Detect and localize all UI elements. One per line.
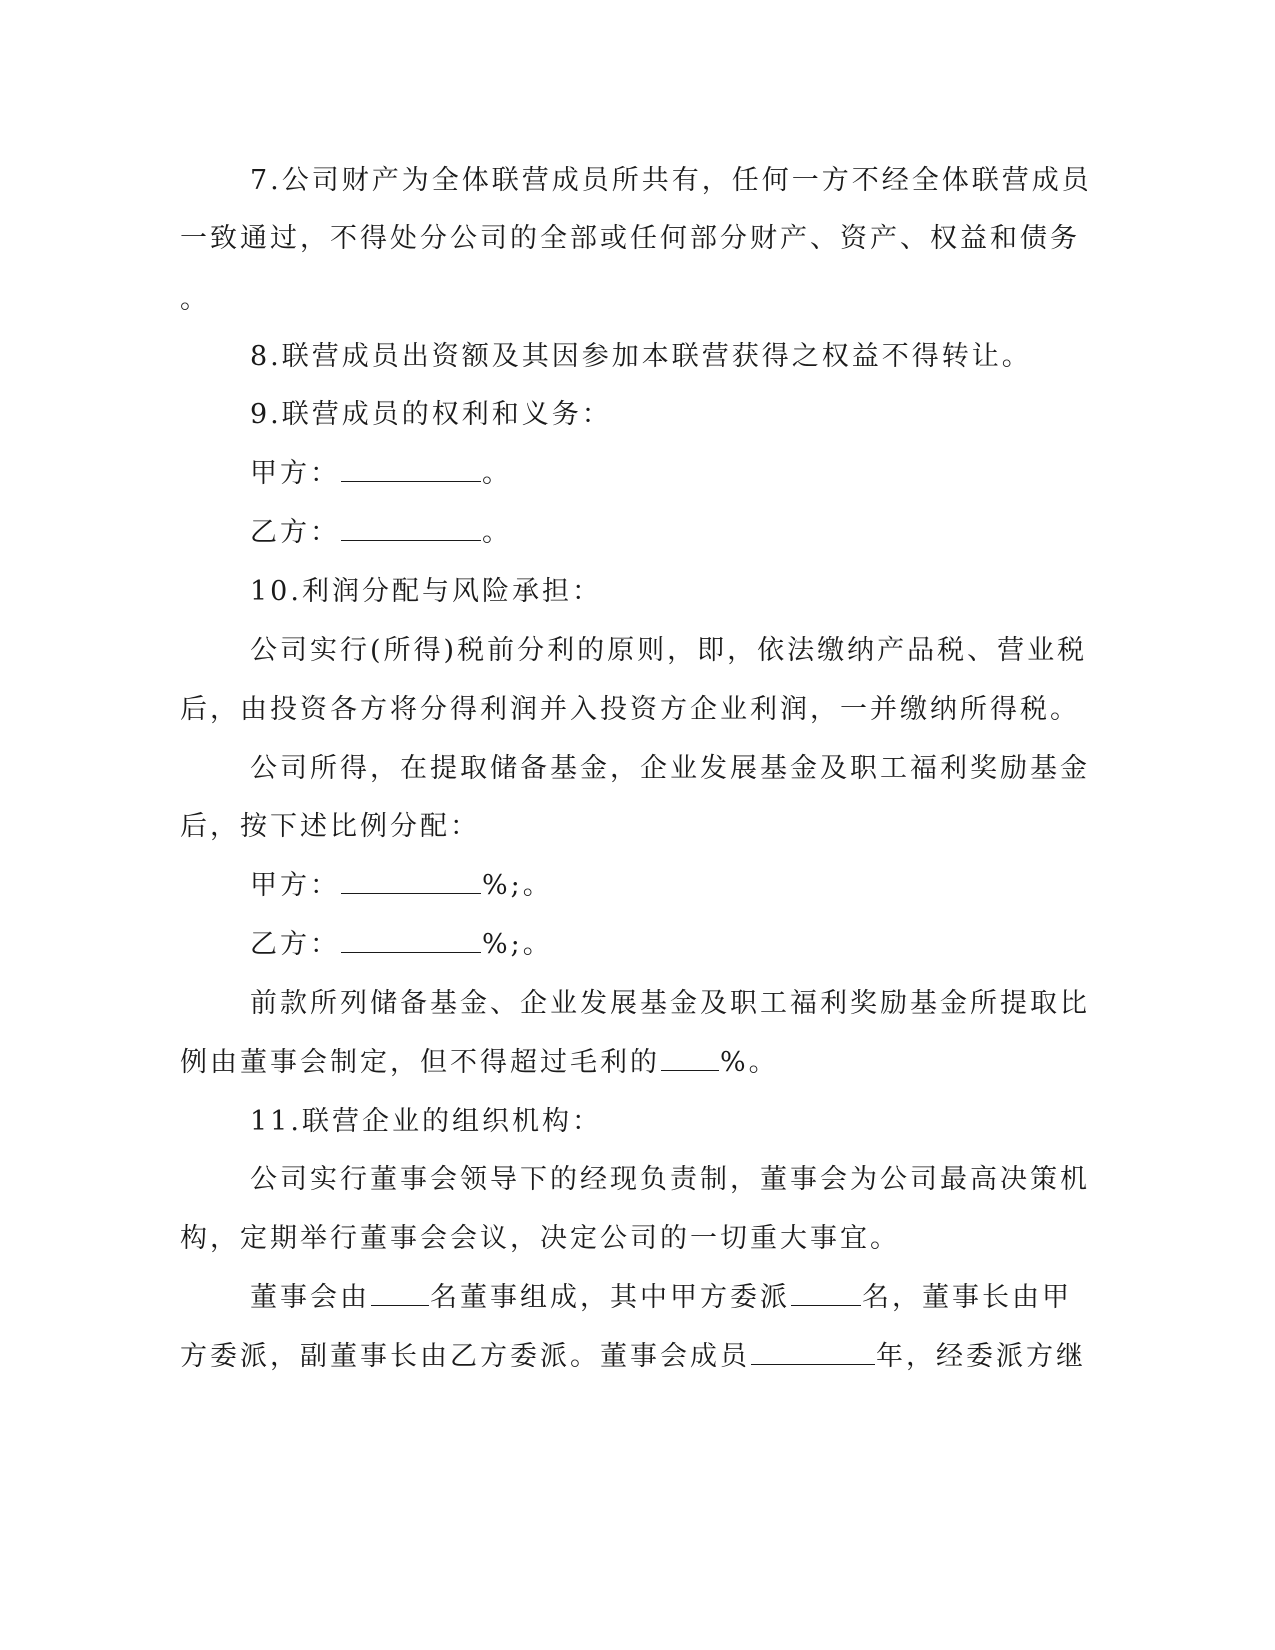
text-line: 前款所列储备基金、企业发展基金及职工福利奖励基金所提取比 <box>250 988 1090 1019</box>
text-line: 后，由投资各方将分得利润并入投资方企业利润，一并缴纳所得税。 <box>180 694 1080 725</box>
paragraph-line <box>180 692 1080 728</box>
text-line: 名，董事长由甲 <box>862 1282 1072 1313</box>
party-b-ratio-line <box>250 927 553 963</box>
paragraph-line <box>250 1280 1072 1316</box>
paragraph-line <box>250 986 1090 1022</box>
punctuation: 。 <box>482 517 512 548</box>
text-line: 7.公司财产为全体联营成员所共有，任何一方不经全体联营成员 <box>250 165 1092 196</box>
punctuation: %。 <box>720 1047 779 1078</box>
party-a-ratio-line <box>250 868 553 904</box>
party-a-duty-line <box>250 456 512 492</box>
paragraph-line <box>180 1045 779 1081</box>
text-line: 11.联营企业的组织机构： <box>250 1106 602 1137</box>
text-line: 公司所得，在提取储备基金，企业发展基金及职工福利奖励基金 <box>250 753 1090 784</box>
paragraph-line <box>180 1339 1086 1375</box>
text-line: 8.联营成员出资额及其因参加本联营获得之权益不得转让。 <box>250 341 1032 372</box>
label-text: 甲方： <box>250 458 340 489</box>
text-line: 9.联营成员的权利和义务： <box>250 399 612 430</box>
fill-in-blank[interactable] <box>751 1340 875 1365</box>
fill-in-blank[interactable] <box>341 869 481 894</box>
paragraph-line <box>180 1221 900 1257</box>
paragraph-line <box>250 339 1032 375</box>
text-line: 。 <box>180 284 210 315</box>
text-line: 构，定期举行董事会会议，决定公司的一切重大事宜。 <box>180 1223 900 1254</box>
fill-in-blank[interactable] <box>341 928 481 953</box>
paragraph-line <box>250 397 612 433</box>
label-text: 乙方： <box>250 929 340 960</box>
punctuation: %;。 <box>482 870 553 901</box>
text-line: 方委派，副董事长由乙方委派。董事会成员 <box>180 1341 750 1372</box>
fill-in-blank[interactable] <box>341 516 481 541</box>
section-heading <box>250 1104 602 1140</box>
fill-in-blank[interactable] <box>661 1046 719 1071</box>
section-heading <box>250 574 602 610</box>
text-line: 后，按下述比例分配： <box>180 811 480 842</box>
paragraph-line <box>180 282 210 318</box>
paragraph-line <box>180 809 480 845</box>
punctuation: 。 <box>482 458 512 489</box>
label-text: 乙方： <box>250 517 340 548</box>
text-line: 一致通过，不得处分公司的全部或任何部分财产、资产、权益和债务 <box>180 223 1080 254</box>
punctuation: %;。 <box>482 929 553 960</box>
text-line: 公司实行董事会领导下的经现负责制，董事会为公司最高决策机 <box>250 1164 1090 1195</box>
text-line: 董事会由 <box>250 1282 370 1313</box>
text-line: 例由董事会制定，但不得超过毛利的 <box>180 1047 660 1078</box>
label-text: 甲方： <box>250 870 340 901</box>
text-line: 10.利润分配与风险承担： <box>250 576 602 607</box>
text-line: 公司实行(所得)税前分利的原则，即，依法缴纳产品税、营业税 <box>250 635 1088 666</box>
party-b-duty-line <box>250 515 512 551</box>
text-line: 年，经委派方继 <box>876 1341 1086 1372</box>
fill-in-blank[interactable] <box>791 1281 861 1306</box>
paragraph-line <box>180 221 1080 257</box>
text-line: 名董事组成，其中甲方委派 <box>430 1282 790 1313</box>
fill-in-blank[interactable] <box>371 1281 429 1306</box>
paragraph-line <box>250 1162 1090 1198</box>
fill-in-blank[interactable] <box>341 457 481 482</box>
paragraph-line <box>250 633 1087 669</box>
paragraph-line <box>250 163 1092 199</box>
paragraph-line <box>250 751 1090 787</box>
